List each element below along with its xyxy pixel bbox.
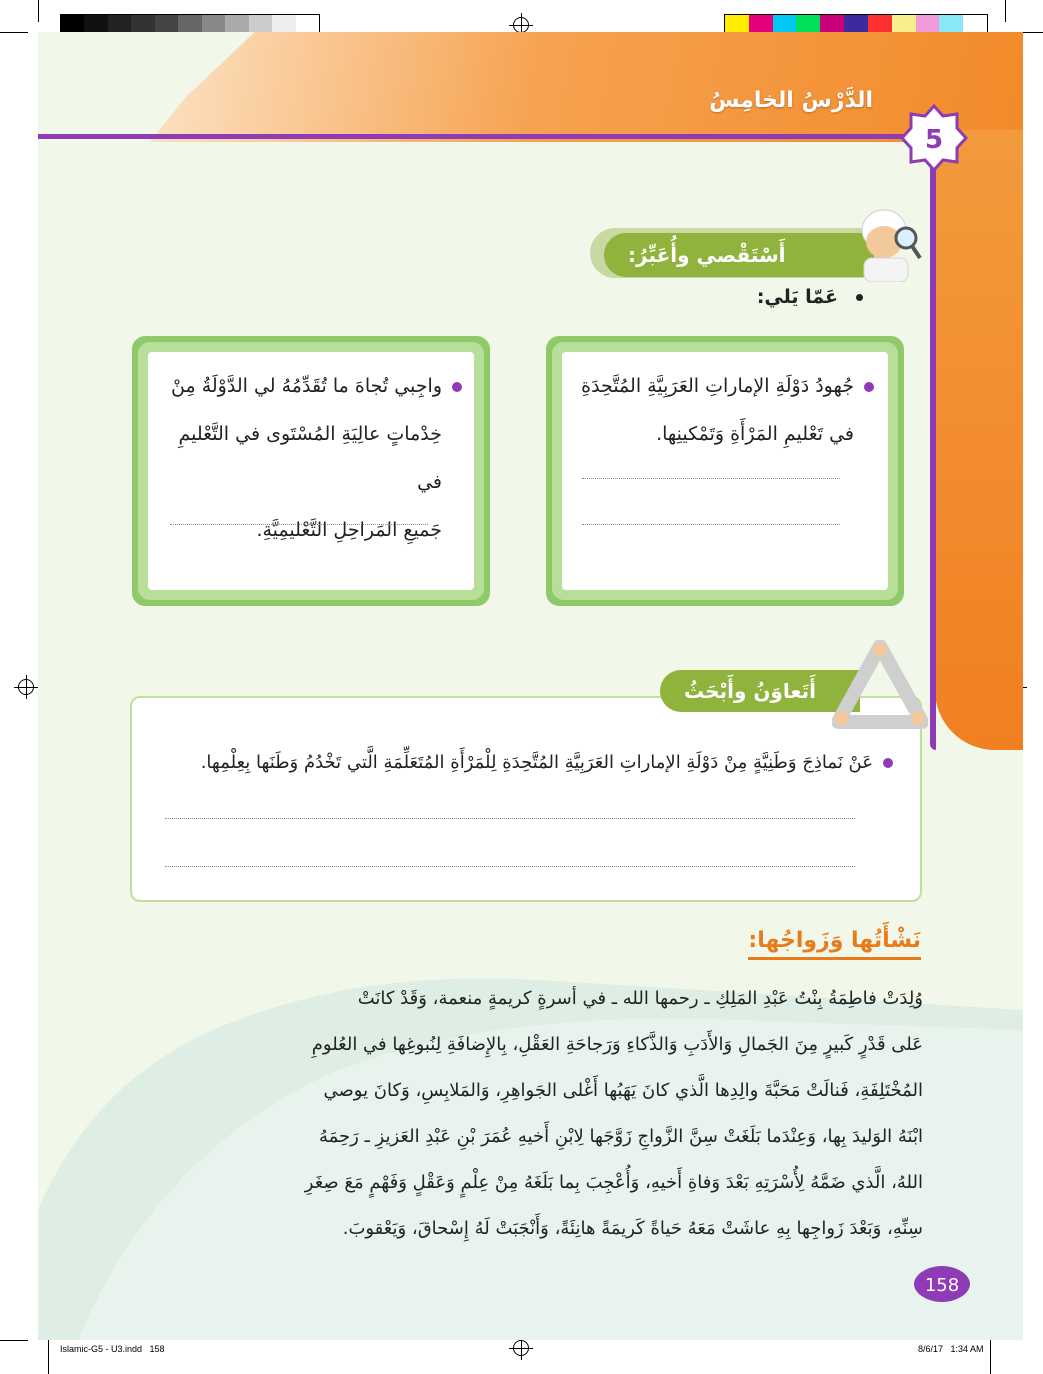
card-left-line1: واجِبي تُجاهَ ما تُقَدِّمُهُ لي الدَّوْلَةُ مِنْ	[171, 375, 442, 397]
cooperate-item: عَنْ نَماذِجَ وَطَنِيَّةٍ مِنْ دَوْلَةِ الإماراتِ العَرَبِيَّةِ المُتَّحِدَةِ لِلْمَرْأَةِ المُتَعَلِّمَةِ الَّتي تَخْدُمُ وَطَنَها بِعِلْمِها.	[173, 752, 893, 773]
paragraph-line: سِنِّهِ، وَبَعْدَ زَواجِها بِهِ عاشَتْ مَعَهُ حَياةً كَريمَةً هانِئَةً، وَأَنْجَبَتْ لَهُ إِسْحاقَ، وَيَعْقوبَ.	[342, 1218, 923, 1239]
card-my-duty	[148, 352, 474, 590]
header-banner	[150, 32, 1023, 142]
slug-file: Islamic-G5 - U3.indd 158	[60, 1344, 165, 1354]
header-rule	[38, 134, 938, 139]
student-magnifier-icon	[848, 202, 926, 282]
card-left-line3: جَميعِ المَراحِلِ التَّعْليمِيَّةِ.	[256, 519, 442, 541]
teamwork-triangle-icon	[832, 640, 928, 730]
answer-line[interactable]	[582, 524, 840, 525]
paragraph-line: وُلِدَتْ فاطِمَةُ بِنْتُ عَبْدِ المَلِكِ ـ رحمها الله ـ في أسرةٍ كريمةٍ منعمة، وَقَدْ كانَتْ	[357, 988, 923, 1009]
page-number-badge	[912, 1264, 972, 1304]
side-tab	[935, 130, 1023, 750]
cooperate-box	[130, 696, 922, 902]
upbringing-paragraph	[283, 976, 923, 1252]
investigate-lead: عَمّا يَلي:	[757, 286, 863, 308]
upbringing-heading: نَشْأَتُها وَزَواجُها:	[748, 928, 921, 960]
lesson-title: الدَّرْسُ الخامِسُ	[709, 88, 873, 113]
registration-mark-bottom	[513, 1340, 529, 1356]
answer-line[interactable]	[170, 524, 428, 525]
paragraph-line: اللهُ، الَّذي ضَمَّهُ لِأُسْرَتِهِ بَعْدَ وَفاةِ أَخيهِ، وَأُعْجِبَ بِما بَلَغَهُ مِنْ عِلْمٍ وَعَقْلٍ وَفَهْمٍ مَعَ صِغَرِ	[304, 1172, 923, 1193]
cooperate-heading: أَتَعاوَنُ وأَبْحَثُ	[660, 670, 860, 712]
paragraph-line: عَلى قَدْرٍ كَبيرٍ مِنَ الجَمالِ وَالأَدَبِ وَالذَّكاءِ وَرَجاحَةِ العَقْلِ، بِالإِضافَةِ لِنُبوغِها في العُلومِ	[311, 1034, 923, 1055]
answer-line[interactable]	[165, 866, 855, 867]
slug-timestamp: 8/6/17 1:34 AM	[918, 1344, 984, 1354]
registration-mark-left	[18, 679, 34, 695]
card-right-line1: جُهودُ دَوْلَةِ الإماراتِ العَرَبِيَّةِ المُتَّحِدَةِ	[581, 375, 854, 397]
card-left-line2: خِدْماتٍ عالِيَةِ المُسْتَوى في التَّعْليمِ في	[178, 423, 442, 493]
answer-line[interactable]	[165, 818, 855, 819]
lesson-number: 5	[924, 125, 944, 155]
paragraph-line: ابْنَهُ الوَليدَ بِها، وَعِنْدَما بَلَغَتْ سِنَّ الزَّواجِ زَوَّجَها لِابْنِ أَخيهِ عُمَرَ بْنِ عَبْدِ العَزيزِ ـ رَحِمَهُ	[318, 1126, 923, 1147]
answer-line[interactable]	[582, 478, 840, 479]
registration-mark-top	[513, 17, 529, 33]
paragraph-line: المُخْتَلِفَةِ، فَنالَتْ مَحَبَّةَ والِدِها الَّذي كانَ يَهَبُها أَغْلى الجَواهِرِ، وَالمَلابِسِ، وَكانَ يوصي	[323, 1080, 923, 1101]
page-number: 158	[924, 1275, 960, 1296]
card-right-line2: في تَعْليمِ المَرْأَةِ وَتَمْكينِها.	[656, 423, 854, 445]
investigate-heading: أَسْتَقْصي وأُعَبِّرُ:	[604, 233, 874, 277]
lesson-number-badge	[900, 104, 968, 172]
card-women-education	[562, 352, 888, 590]
side-rule	[930, 150, 936, 750]
